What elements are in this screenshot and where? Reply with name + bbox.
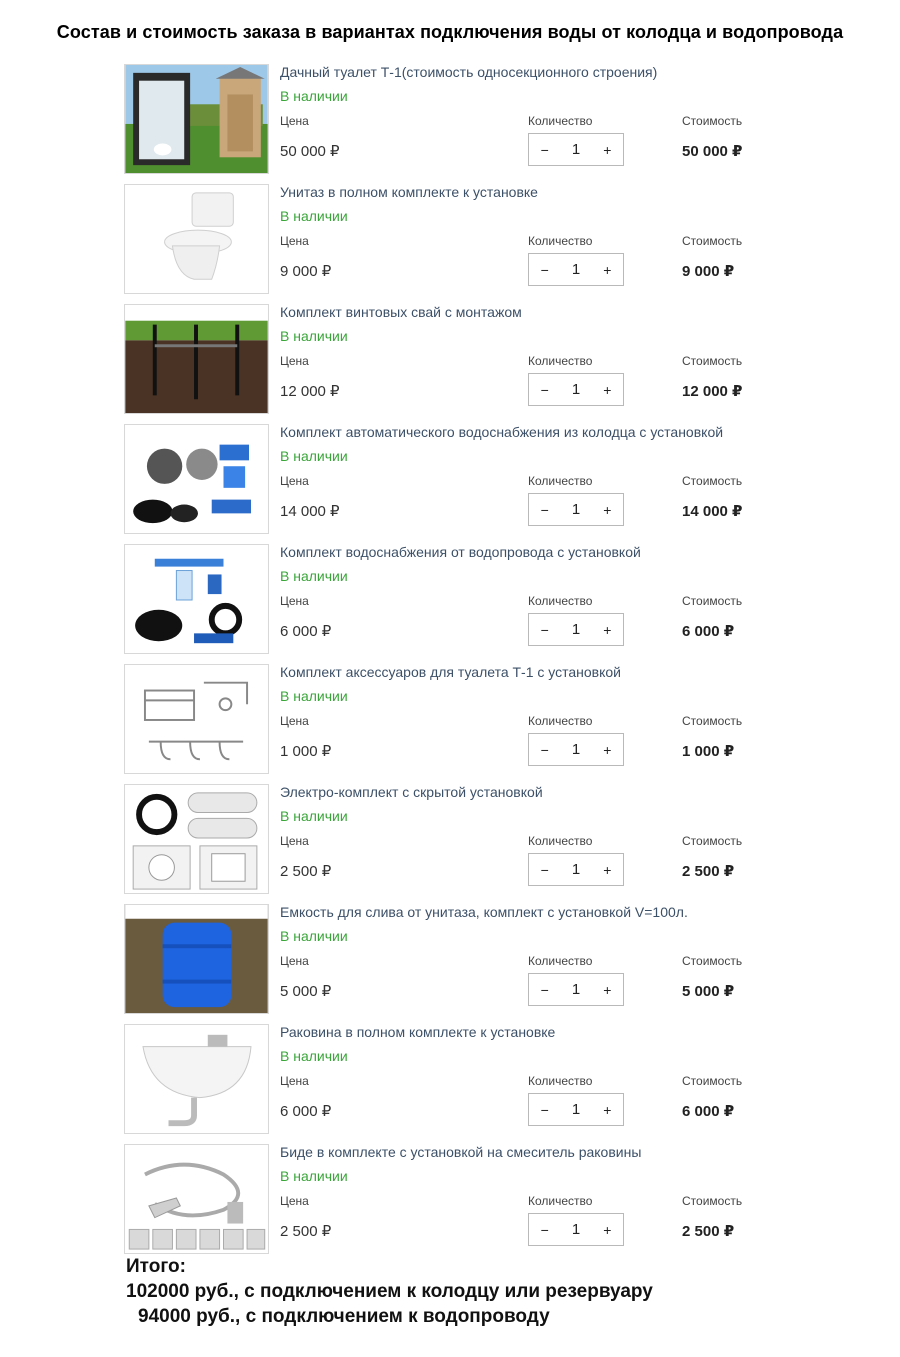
quantity-input[interactable]: 1 <box>571 141 581 158</box>
sink-icon[interactable] <box>124 1024 269 1134</box>
quantity-label: Количество <box>528 1074 593 1088</box>
item-name[interactable]: Комплект водоснабжения от водопровода с установкой <box>280 544 641 560</box>
quantity-input[interactable]: 1 <box>571 981 581 998</box>
increment-button[interactable]: + <box>603 261 612 278</box>
cost-label: Стоимость <box>682 1194 743 1208</box>
cost-label: Стоимость <box>682 114 743 128</box>
item-price: 2 500 ₽ <box>280 1223 332 1240</box>
item-name[interactable]: Комплект аксессуаров для туалета Т-1 с установкой <box>280 664 622 680</box>
item-name[interactable]: Раковина в полном комплекте к установке <box>280 1024 556 1040</box>
decrement-button[interactable]: − <box>540 1221 549 1238</box>
list-item <box>124 902 774 1022</box>
stock-status: В наличии <box>280 328 348 344</box>
item-price: 12 000 ₽ <box>280 383 340 400</box>
increment-button[interactable]: + <box>603 741 612 758</box>
water-supply-kit-icon[interactable] <box>124 544 269 654</box>
item-cost: 12 000 ₽ <box>682 383 743 400</box>
increment-button[interactable]: + <box>603 381 612 398</box>
screw-piles-icon[interactable] <box>124 304 269 414</box>
quantity-stepper <box>528 973 624 1006</box>
quantity-input[interactable]: 1 <box>571 1221 581 1238</box>
list-item <box>124 782 774 902</box>
stock-status: В наличии <box>280 688 348 704</box>
item-price: 50 000 ₽ <box>280 143 340 160</box>
quantity-stepper <box>528 733 624 766</box>
item-cost: 5 000 ₽ <box>682 983 735 1000</box>
list-item <box>124 182 774 302</box>
item-cost: 50 000 ₽ <box>682 143 743 160</box>
item-cost: 9 000 ₽ <box>682 263 735 280</box>
quantity-input[interactable]: 1 <box>571 1101 581 1118</box>
item-name[interactable]: Электро-комплект с скрытой установкой <box>280 784 543 800</box>
quantity-stepper <box>528 133 624 166</box>
list-item <box>124 662 774 782</box>
quantity-input[interactable]: 1 <box>571 741 581 758</box>
item-name[interactable]: Унитаз в полном комплекте к установке <box>280 184 538 200</box>
item-cost: 2 500 ₽ <box>682 1223 735 1240</box>
price-label: Цена <box>280 234 309 248</box>
increment-button[interactable]: + <box>603 861 612 878</box>
stock-status: В наличии <box>280 1048 348 1064</box>
increment-button[interactable]: + <box>603 981 612 998</box>
price-label: Цена <box>280 1194 309 1208</box>
item-price: 1 000 ₽ <box>280 743 332 760</box>
price-label: Цена <box>280 954 309 968</box>
cost-label: Стоимость <box>682 834 743 848</box>
bidet-shower-icon[interactable] <box>124 1144 269 1254</box>
quantity-label: Количество <box>528 954 593 968</box>
price-label: Цена <box>280 714 309 728</box>
list-item <box>124 1022 774 1142</box>
quantity-stepper <box>528 493 624 526</box>
quantity-stepper <box>528 613 624 646</box>
list-item <box>124 422 774 542</box>
item-price: 14 000 ₽ <box>280 503 340 520</box>
page-title: Состав и стоимость заказа в вариантах подключения воды от колодца и водопровода <box>56 22 844 42</box>
quantity-stepper <box>528 253 624 286</box>
quantity-label: Количество <box>528 594 593 608</box>
price-label: Цена <box>280 1074 309 1088</box>
cost-label: Стоимость <box>682 234 743 248</box>
list-item <box>124 1142 774 1262</box>
increment-button[interactable]: + <box>603 501 612 518</box>
price-label: Цена <box>280 354 309 368</box>
item-price: 9 000 ₽ <box>280 263 332 280</box>
price-label: Цена <box>280 594 309 608</box>
decrement-button[interactable]: − <box>540 141 549 158</box>
order-items-list <box>124 62 774 1262</box>
quantity-stepper <box>528 1093 624 1126</box>
item-name[interactable]: Комплект винтовых свай с монтажом <box>280 304 522 320</box>
item-price: 6 000 ₽ <box>280 1103 332 1120</box>
toilet-bowl-icon[interactable] <box>124 184 269 294</box>
decrement-button[interactable]: − <box>540 501 549 518</box>
quantity-stepper <box>528 853 624 886</box>
toilet-accessories-icon[interactable] <box>124 664 269 774</box>
stock-status: В наличии <box>280 448 348 464</box>
stock-status: В наличии <box>280 208 348 224</box>
item-price: 6 000 ₽ <box>280 623 332 640</box>
decrement-button[interactable]: − <box>540 261 549 278</box>
stock-status: В наличии <box>280 808 348 824</box>
quantity-label: Количество <box>528 474 593 488</box>
quantity-input[interactable]: 1 <box>571 381 581 398</box>
quantity-label: Количество <box>528 234 593 248</box>
cost-label: Стоимость <box>682 714 743 728</box>
electric-kit-icon[interactable] <box>124 784 269 894</box>
stock-status: В наличии <box>280 568 348 584</box>
item-price: 5 000 ₽ <box>280 983 332 1000</box>
increment-button[interactable]: + <box>603 141 612 158</box>
quantity-label: Количество <box>528 834 593 848</box>
quantity-label: Количество <box>528 1194 593 1208</box>
item-cost: 6 000 ₽ <box>682 623 735 640</box>
price-label: Цена <box>280 834 309 848</box>
quantity-label: Количество <box>528 354 593 368</box>
quantity-label: Количество <box>528 714 593 728</box>
quantity-input[interactable]: 1 <box>571 621 581 638</box>
cost-label: Стоимость <box>682 354 743 368</box>
decrement-button[interactable]: − <box>540 1101 549 1118</box>
price-label: Цена <box>280 474 309 488</box>
cost-label: Стоимость <box>682 1074 743 1088</box>
item-cost: 2 500 ₽ <box>682 863 735 880</box>
list-item <box>124 542 774 662</box>
quantity-stepper <box>528 1213 624 1246</box>
quantity-input[interactable]: 1 <box>571 261 581 278</box>
stock-status: В наличии <box>280 928 348 944</box>
cost-label: Стоимость <box>682 954 743 968</box>
total-well: 102000 руб., с подключением к колодцу или резервуару <box>126 1281 653 1302</box>
item-cost: 1 000 ₽ <box>682 743 735 760</box>
stock-status: В наличии <box>280 1168 348 1184</box>
order-totals <box>126 1254 653 1329</box>
decrement-button[interactable]: − <box>540 981 549 998</box>
quantity-stepper <box>528 373 624 406</box>
item-name[interactable]: Емкость для слива от унитаза, комплект с установкой V=100л. <box>280 904 688 920</box>
list-item <box>124 62 774 182</box>
item-cost: 6 000 ₽ <box>682 1103 735 1120</box>
decrement-button[interactable]: − <box>540 381 549 398</box>
outdoor-toilet-cabin-icon[interactable] <box>124 64 269 174</box>
total-water-main: 94000 руб., с подключением к водопроводу <box>138 1306 550 1327</box>
list-item <box>124 302 774 422</box>
cost-label: Стоимость <box>682 594 743 608</box>
totals-heading: Итого: <box>126 1256 186 1277</box>
item-name[interactable]: Биде в комплекте с установкой на смеситель раковины <box>280 1144 642 1160</box>
quantity-label: Количество <box>528 114 593 128</box>
price-label: Цена <box>280 114 309 128</box>
decrement-button[interactable]: − <box>540 621 549 638</box>
item-price: 2 500 ₽ <box>280 863 332 880</box>
decrement-button[interactable]: − <box>540 861 549 878</box>
quantity-input[interactable]: 1 <box>571 501 581 518</box>
item-name[interactable]: Дачный туалет Т-1(стоимость односекционного строения) <box>280 64 658 80</box>
waste-tank-icon[interactable] <box>124 904 269 1014</box>
well-water-kit-icon[interactable] <box>124 424 269 534</box>
increment-button[interactable]: + <box>603 621 612 638</box>
decrement-button[interactable]: − <box>540 741 549 758</box>
cost-label: Стоимость <box>682 474 743 488</box>
quantity-input[interactable]: 1 <box>571 861 581 878</box>
increment-button[interactable]: + <box>603 1221 612 1238</box>
increment-button[interactable]: + <box>603 1101 612 1118</box>
stock-status: В наличии <box>280 88 348 104</box>
item-name[interactable]: Комплект автоматического водоснабжения из колодца с установкой <box>280 424 724 440</box>
item-cost: 14 000 ₽ <box>682 503 743 520</box>
